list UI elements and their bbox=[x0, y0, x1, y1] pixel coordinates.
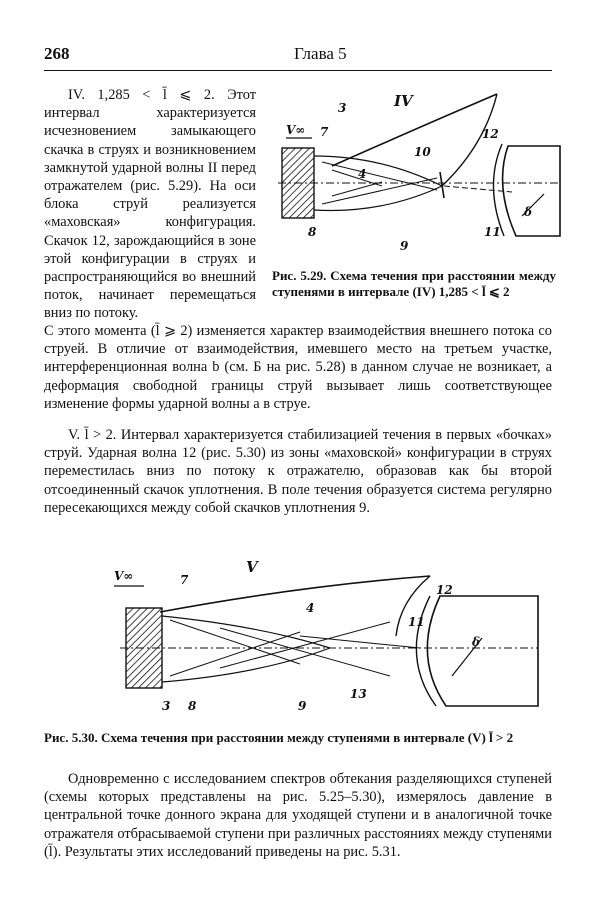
label-12: 12 bbox=[482, 127, 499, 141]
shock-system bbox=[322, 162, 437, 204]
label-3: 3 bbox=[338, 101, 347, 115]
regime-label: V bbox=[246, 558, 258, 576]
label-8: 8 bbox=[308, 225, 317, 239]
label-9: 9 bbox=[298, 699, 307, 713]
label-3: 3 bbox=[162, 699, 171, 713]
figure-5-29-caption: Рис. 5.29. Схема течения при расстоянии между ступенями в интервале (IV) 1,285 < l̄ ⩽ 2 bbox=[272, 268, 556, 299]
label-delta: δ bbox=[472, 635, 481, 649]
page-number: 268 bbox=[44, 44, 70, 63]
paragraph-interval-iv-continued: С этого момента (l̄ ⩾ 2) изменяется характер взаимодействия внешнего потока со струей. В отличие от взаимодействия, имевшего место на третьем участке, интерференционная волна b (см. Б на рис. 5.28) в данном случае не возникает, а деформация свободной границы струй вызывает лишь соответствующее изменение формы ударной волны a в струе. bbox=[44, 323, 552, 412]
paragraph-final: Одновременно с исследованием спектров обтекания разделяющихся ступеней (схемы которых представлены на рис. 5.25–5.30), измерялось давление в центральной точке донного экрана для уходящей ступени и в аналогичной точке отражателя отбрасываемой ступени при различных расстояниях между ступенями (l̄). Результаты этих исследований приведены на рис. 5.31. bbox=[44, 771, 552, 860]
label-4: 4 bbox=[306, 601, 315, 615]
label-11: 11 bbox=[484, 225, 501, 239]
label-7: 7 bbox=[180, 573, 189, 587]
figure-5-30 bbox=[100, 556, 540, 716]
figure-5-29 bbox=[272, 86, 562, 266]
reflector-body bbox=[503, 146, 560, 236]
label-13: 13 bbox=[350, 687, 367, 701]
label-vinf: V∞ bbox=[114, 569, 134, 583]
header-rule bbox=[44, 70, 552, 71]
label-11: 11 bbox=[408, 615, 425, 629]
label-4: 4 bbox=[358, 167, 367, 181]
figure-5-30-caption: Рис. 5.30. Схема течения при расстоянии между ступенями в интервале (V) l̄ > 2 bbox=[44, 730, 514, 745]
label-8: 8 bbox=[188, 699, 197, 713]
regime-label: IV bbox=[394, 92, 413, 110]
label-12: 12 bbox=[436, 583, 453, 597]
label-10: 10 bbox=[414, 145, 431, 159]
reflector-body bbox=[427, 596, 538, 706]
label-vinf: V∞ bbox=[286, 123, 306, 137]
chapter-title: Глава 5 bbox=[294, 44, 347, 63]
label-7: 7 bbox=[320, 125, 329, 139]
label-delta: δ bbox=[524, 205, 533, 219]
label-9: 9 bbox=[400, 239, 409, 253]
running-header bbox=[44, 30, 552, 70]
paragraph-interval-iv: IV. 1,285 < l̄ ⩽ 2. Этот интервал характеризуется исчезновением замыкающего скачка в струях и возникновением замкнутой ударной волны II перед отражателем (рис. 5.29). На оси блока струй реализуется «маховская» конфигурация. Скачок 12, зарождающийся в зоне этой конфигурации в струях и распространяющийся во внешний поток, начинает перемещаться вниз по потоку. bbox=[44, 87, 256, 322]
paragraph-interval-v: V. l̄ > 2. Интервал характеризуется стабилизацией течения в первых «бочках» струй. Ударная волна 12 (рис. 5.30) из зоны «маховской» конфигурации в струях переместилась вниз по потоку к отражателю, образовав как бы второй отсоединенный скачок уплотнения. В поле течения образуется система регулярно пересекающихся между собой скачков уплотнения 9. bbox=[44, 427, 552, 516]
outer-boundary bbox=[160, 576, 430, 612]
axis-right bbox=[444, 186, 512, 192]
